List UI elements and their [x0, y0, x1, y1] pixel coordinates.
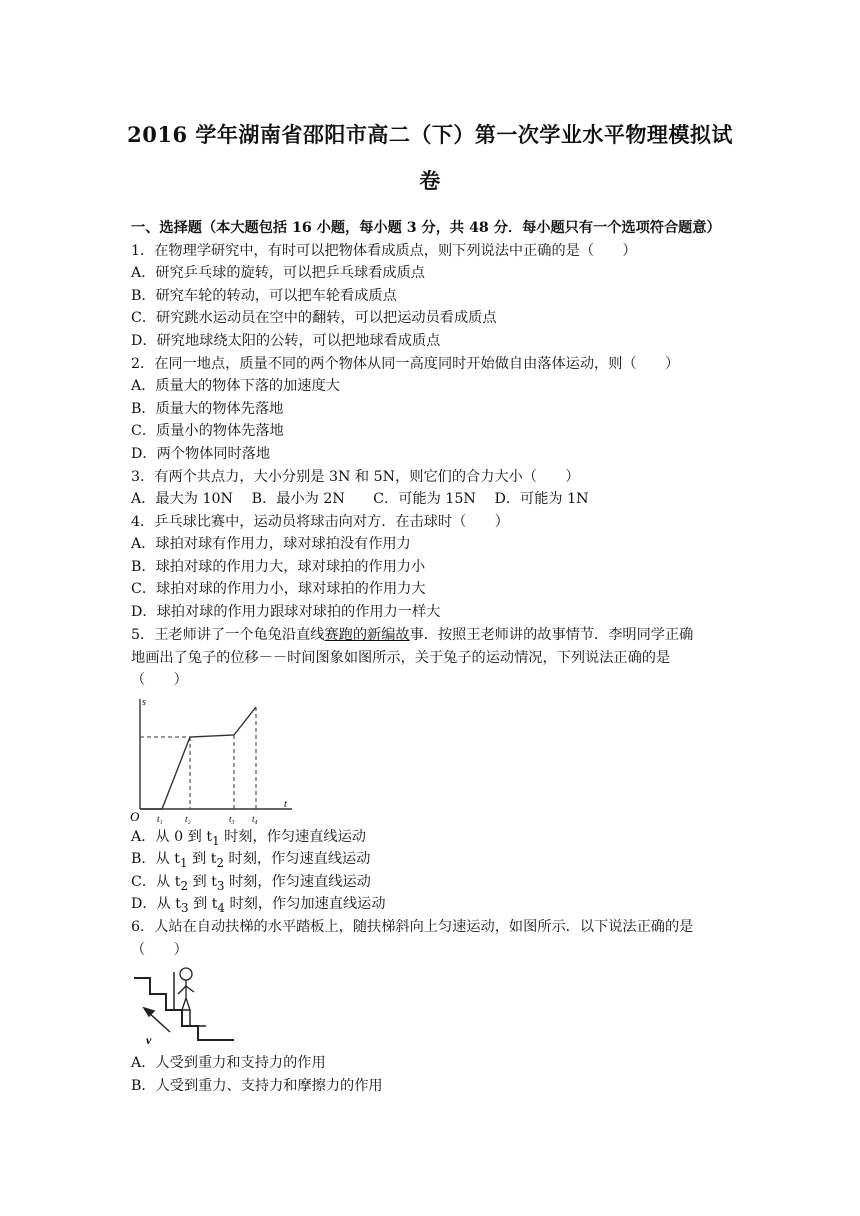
q5-c-sub1: 2 — [180, 878, 188, 893]
q1-stem: 1．在物理学研究中，有时可以把物体看成质点，则下列说法中正确的是（ ） — [131, 243, 637, 259]
q1-option-a: A．研究乒乓球的旋转，可以把乒乓球看成质点 — [131, 265, 425, 281]
graph-tick-t2: t₂ — [185, 814, 191, 824]
graph-x-label: t — [284, 799, 287, 810]
q5-displacement-time-graph — [128, 693, 298, 825]
q6-stem-line-2: （ ） — [131, 942, 188, 958]
q5-stem-line-2: 地画出了兔子的位移－－时间图象如图所示，关于兔子的运动情况，下列说法正确的是 — [131, 650, 671, 666]
q5-c-sub2: 3 — [216, 878, 225, 893]
q5-stem-line-1 — [131, 625, 693, 645]
graph-tick-t1: t₁ — [157, 814, 163, 824]
q5-b-sub1: 1 — [180, 855, 188, 870]
graph-origin-label: O — [130, 809, 140, 824]
q5-option-a — [131, 827, 366, 851]
q5-b-mid: 到 t — [187, 851, 217, 867]
q5-a-pre: A．从 0 到 t — [131, 829, 213, 845]
escalator-platform-edge — [174, 972, 206, 1026]
velocity-arrow-icon — [144, 1008, 170, 1032]
q4-option-d: D．球拍对球的作用力跟球对球拍的作用力一样大 — [131, 604, 441, 620]
q6-option-a: A．人受到重力和支持力的作用 — [131, 1055, 326, 1071]
q5-c-post: 时刻，作匀速直线运动 — [224, 874, 371, 890]
section-heading: 一、选择题（本大题包括 16 小题，每小题 3 分，共 48 分．每小题只有一个选项符合题意） — [131, 220, 721, 236]
q6-option-b: B．人受到重力、支持力和摩擦力的作用 — [131, 1078, 383, 1094]
q5-d-sub2: 4 — [217, 900, 225, 915]
q5-stem-post: 事．按照王老师讲的故事情节．李明同学正确 — [409, 627, 694, 643]
q3-options: A．最大为 10N B．最小为 2N C．可能为 15N D．可能为 1N — [131, 491, 589, 507]
q2-stem: 2．在同一地点，质量不同的两个物体从同一高度同时开始做自由落体运动，则（ ） — [131, 356, 680, 372]
q5-d-pre: D．从 t — [131, 896, 181, 912]
q5-stem-pre: 5．王老师讲了一个龟兔沿直线 — [131, 627, 325, 643]
q6-escalator-figure — [128, 964, 238, 1048]
q5-option-c — [131, 872, 371, 896]
q5-b-sub2: 2 — [216, 855, 224, 870]
q1-option-b: B．研究车轮的转动，可以把车轮看成质点 — [131, 288, 397, 304]
q5-a-sub: 1 — [212, 833, 220, 848]
q5-d-mid: 到 t — [188, 896, 218, 912]
q2-option-b: B．质量大的物体先落地 — [131, 401, 284, 417]
q5-b-pre: B．从 t — [131, 851, 181, 867]
q4-option-b: B．球拍对球的作用力大，球对球拍的作用力小 — [131, 559, 426, 575]
q4-option-a: A．球拍对球有作用力，球对球拍没有作用力 — [131, 536, 411, 552]
q5-a-post: 时刻，作匀速直线运动 — [219, 829, 366, 845]
q5-b-post: 时刻，作匀速直线运动 — [224, 851, 371, 867]
q4-option-c: C．球拍对球的作用力小，球对球拍的作用力大 — [131, 581, 426, 597]
q4-stem: 4．乒乓球比赛中，运动员将球击向对方．在击球时（ ） — [131, 514, 509, 530]
q5-stem-underlined: 赛跑的新编故 — [324, 627, 410, 643]
title-line-2: 卷 — [419, 168, 441, 193]
q2-option-d: D．两个物体同时落地 — [131, 446, 271, 462]
q1-option-c: C．研究跳水运动员在空中的翻转，可以把运动员看成质点 — [131, 310, 497, 326]
q5-c-pre: C．从 t — [131, 874, 181, 890]
velocity-label: v — [146, 1033, 152, 1047]
graph-tick-t4: t₄ — [252, 814, 258, 824]
title-line-1: 2016 学年湖南省邵阳市高二（下）第一次学业水平物理模拟试 — [127, 122, 733, 147]
graph-y-label: s — [142, 697, 146, 708]
graph-displacement-line — [140, 707, 256, 809]
q6-stem-line-1: 6．人站在自动扶梯的水平踏板上，随扶梯斜向上匀速运动，如图所示．以下说法正确的是 — [131, 919, 694, 935]
q1-option-d: D．研究地球绕太阳的公转，可以把地球看成质点 — [131, 333, 441, 349]
q5-c-mid: 到 t — [187, 874, 217, 890]
q5-option-d — [131, 894, 386, 918]
page-title — [110, 112, 750, 204]
q5-stem-line-3: （ ） — [131, 672, 188, 688]
q2-option-c: C．质量小的物体先落地 — [131, 423, 284, 439]
person-figure — [178, 968, 194, 1010]
q5-d-post: 时刻，作匀加速直线运动 — [224, 896, 386, 912]
q3-stem: 3．有两个共点力，大小分别是 3N 和 5N，则它们的合力大小（ ） — [131, 469, 580, 485]
q5-option-b — [131, 849, 370, 873]
q2-option-a: A．质量大的物体下落的加速度大 — [131, 378, 340, 394]
graph-tick-t3: t₃ — [229, 814, 235, 824]
q5-d-sub1: 3 — [180, 900, 189, 915]
